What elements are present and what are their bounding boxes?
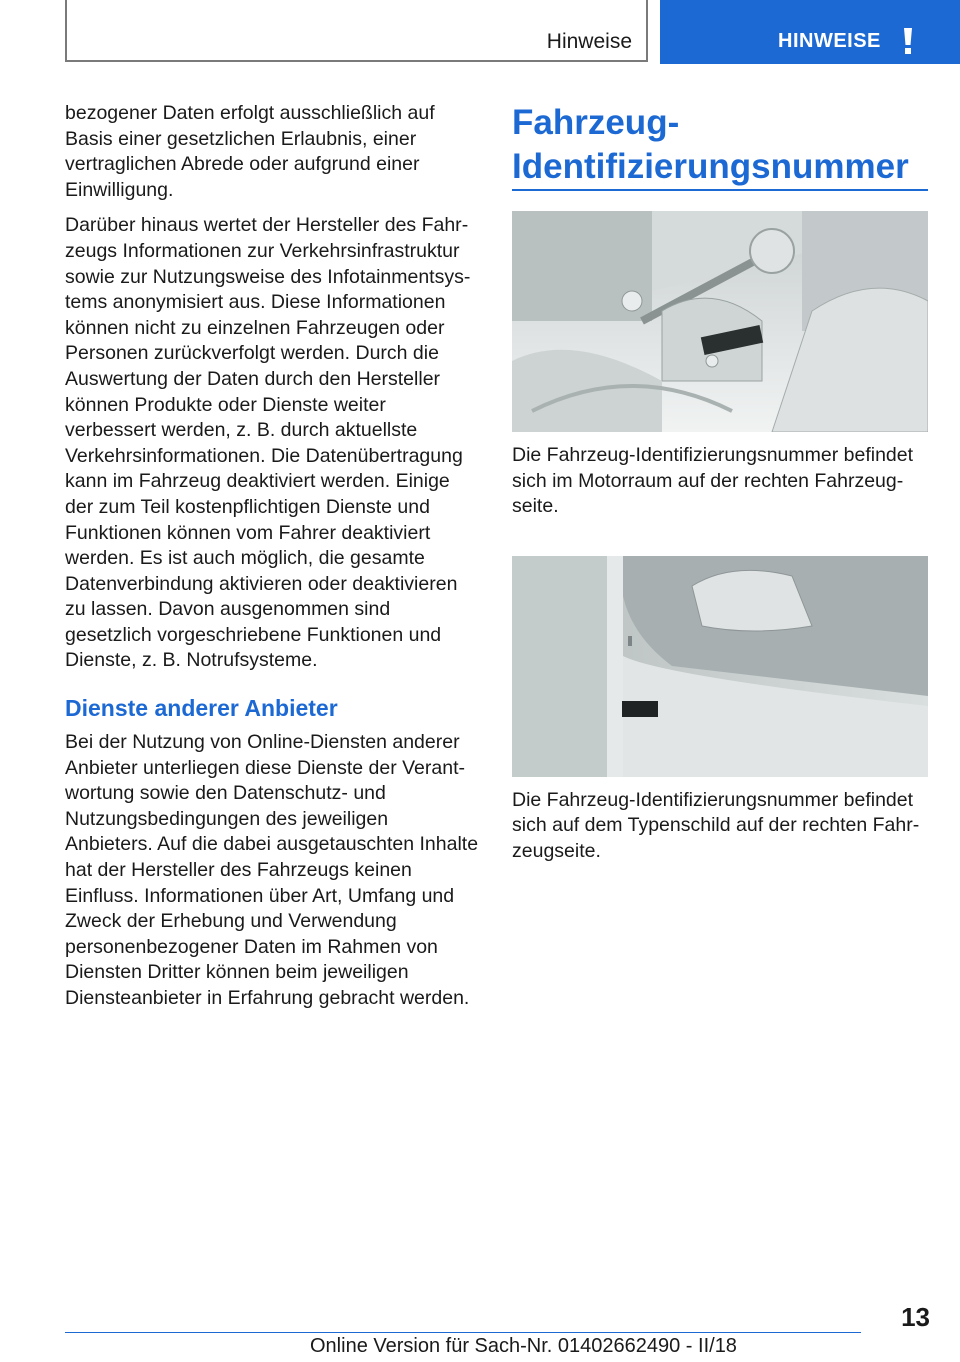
left-column bbox=[65, 101, 480, 1022]
type-plate-illustration bbox=[512, 556, 928, 777]
paragraph-data-evaluation: Darüber hinaus wertet der Hersteller des Fahrzeugs Informationen zur Verkehrsinfrastruktur sowie zur Nutzungsweise des Infotainmentsystems anonymisiert aus. Diese Informationen können nicht zu einzelnen Fahrzeugen oder Personen zurückverfolgt werden. Durch die Auswertung der Daten durch den Hersteller können Produkte oder Dienste weiter verbessert werden, z. B. durch aktuellste Verkehrsinformationen. Die Datenübertragung kann im Fahrzeug deaktiviert werden. Einige der zum Teil kostenpflichtigen Dienste und Funktionen können vom Fahrer deaktiviert werden. Es ist auch möglich, die gesamte Datenverbindung aktivieren oder deaktivieren zu lassen. Davon ausgenommen sind gesetzlich vorgeschriebene Funktionen und Dienste, z. B. Notrufsysteme. bbox=[65, 214, 471, 672]
right-column bbox=[512, 101, 928, 865]
figure2-caption: Die Fahrzeug-Identifizierungsnummer befindet sich auf dem Typenschild auf der rechten Fahrzeugseite. bbox=[512, 788, 920, 862]
figure1-caption: Die Fahrzeug-Identifizierungsnummer befindet sich im Motorraum auf der rechten Fahrzeugseite. bbox=[512, 444, 914, 518]
figure-type-plate bbox=[512, 556, 928, 777]
section-heading bbox=[512, 101, 928, 189]
header-section-box bbox=[65, 0, 648, 62]
exclamation-icon bbox=[898, 26, 918, 56]
heading-divider bbox=[512, 189, 928, 191]
footer-divider bbox=[65, 1332, 861, 1333]
subheading-third-party: Dienste anderer Anbieter bbox=[65, 695, 338, 722]
section-heading-line2: Identifizierungsnummer bbox=[512, 147, 909, 186]
chapter-label: HINWEISE bbox=[778, 30, 881, 52]
paragraph-intro: bezogener Daten erfolgt ausschließlich auf Basis einer gesetzlichen Erlaubnis, einer vertraglichen Abrede oder aufgrund einer Einwilligung. bbox=[65, 102, 435, 201]
section-title: Hinweise bbox=[546, 30, 632, 53]
page-number: 13 bbox=[901, 1302, 930, 1332]
figure-engine-bay bbox=[512, 211, 928, 432]
paragraph-third-party: Bei der Nutzung von Online-Diensten anderer Anbieter unterliegen diese Dienste der Verantwortung sowie den Datenschutz- und Nutzungsbedingungen des jeweiligen Anbieters. Auf die dabei ausgetauschten Inhalte hat der Hersteller des Fahrzeugs keinen Einfluss. Informationen über Art, Umfang und Zweck der Erhebung und Verwendung personenbezogener Daten im Rahmen von Diensten Dritter können beim jeweiligen Diensteanbieter in Erfahrung gebracht werden. bbox=[65, 731, 479, 1009]
chapter-tab bbox=[660, 0, 960, 64]
footer-online-version: Online Version für Sach-Nr. 01402662490 - II/18 bbox=[310, 1335, 737, 1357]
engine-bay-illustration bbox=[512, 211, 928, 432]
section-heading-line1: Fahrzeug- bbox=[512, 103, 680, 142]
